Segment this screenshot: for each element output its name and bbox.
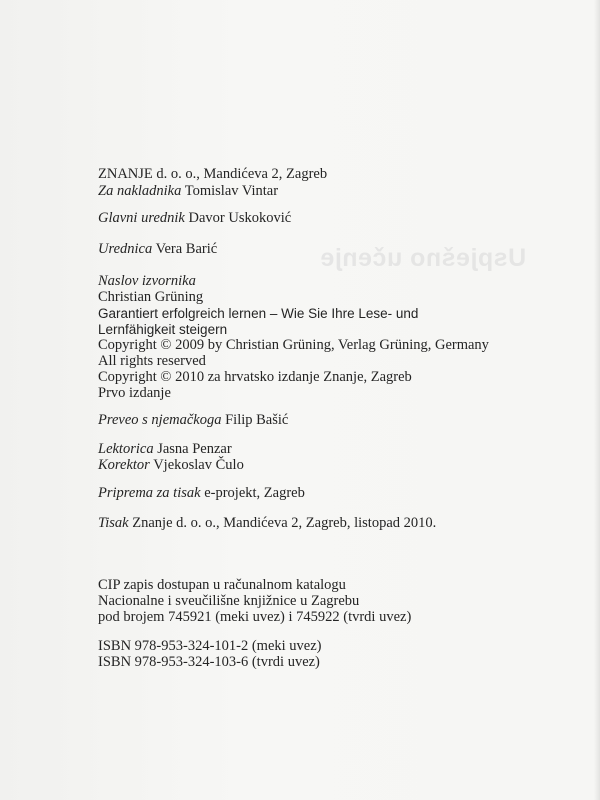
- copyright-original: Copyright © 2009 by Christian Grüning, Verlag Grüning, Germany: [98, 337, 489, 353]
- language-editor-name: Jasna Penzar: [157, 441, 232, 457]
- bleed-through-text: Uspješno učenje: [320, 244, 527, 272]
- editor-line: [98, 241, 217, 258]
- publisher-address: ZNANJE d. o. o., Mandićeva 2, Zagreb: [98, 166, 328, 182]
- language-editor-line: [98, 441, 232, 458]
- cip-line-3: pod brojem 745921 (meki uvez) i 745922 (tvrdi uvez): [98, 609, 412, 625]
- all-rights-reserved: All rights reserved: [98, 353, 206, 369]
- translator-name: Filip Bašić: [225, 412, 289, 428]
- proofreader-name: Vjekoslav Čulo: [153, 457, 244, 473]
- proofreader-line: [98, 457, 244, 474]
- original-title-label: Naslov izvornika: [98, 273, 196, 289]
- editor-in-chief-line: [98, 210, 291, 227]
- isbn-soft: ISBN 978-953-324-101-2 (meki uvez): [98, 638, 322, 654]
- editor-label: Urednica: [98, 241, 153, 257]
- printing-value: Znanje d. o. o., Mandićeva 2, Zagreb, listopad 2010.: [132, 515, 437, 531]
- editor-in-chief-name: Davor Uskoković: [188, 210, 292, 226]
- original-title-line1: Garantiert erfolgreich lernen – Wie Sie Ihre Lese- und: [98, 306, 419, 321]
- original-author: Christian Grüning: [98, 289, 204, 305]
- for-publisher-line: [98, 183, 278, 200]
- prepress-name: e-projekt, Zagreb: [204, 485, 305, 501]
- for-publisher-name: Tomislav Vintar: [184, 183, 279, 199]
- cip-line-2: Nacionalne i sveučilišne knjižnice u Zagrebu: [98, 593, 360, 609]
- for-publisher-label: Za nakladnika: [98, 183, 182, 199]
- first-edition: Prvo izdanje: [98, 385, 171, 401]
- page-edge-shadow: [594, 0, 600, 800]
- translator-label: Preveo s njemačkoga: [98, 412, 222, 428]
- original-title-line2: Lernfähigkeit steigern: [98, 322, 228, 337]
- cip-line-1: CIP zapis dostupan u računalnom katalogu: [98, 577, 346, 593]
- proofreader-label: Korektor: [98, 457, 150, 473]
- translator-line: [98, 412, 288, 429]
- isbn-hard: ISBN 978-953-324-103-6 (tvrdi uvez): [98, 654, 320, 670]
- bleed-through-title: [320, 240, 527, 276]
- copyright-croatian: Copyright © 2010 za hrvatsko izdanje Znanje, Zagreb: [98, 369, 412, 385]
- printing-label: Tisak: [98, 515, 129, 531]
- printing-line: [98, 515, 436, 532]
- language-editor-label: Lektorica: [98, 441, 154, 457]
- publisher-line: [98, 166, 327, 183]
- prepress-label: Priprema za tisak: [98, 485, 201, 501]
- editor-in-chief-label: Glavni urednik: [98, 210, 185, 226]
- prepress-line: [98, 485, 305, 502]
- editor-name: Vera Barić: [155, 241, 218, 257]
